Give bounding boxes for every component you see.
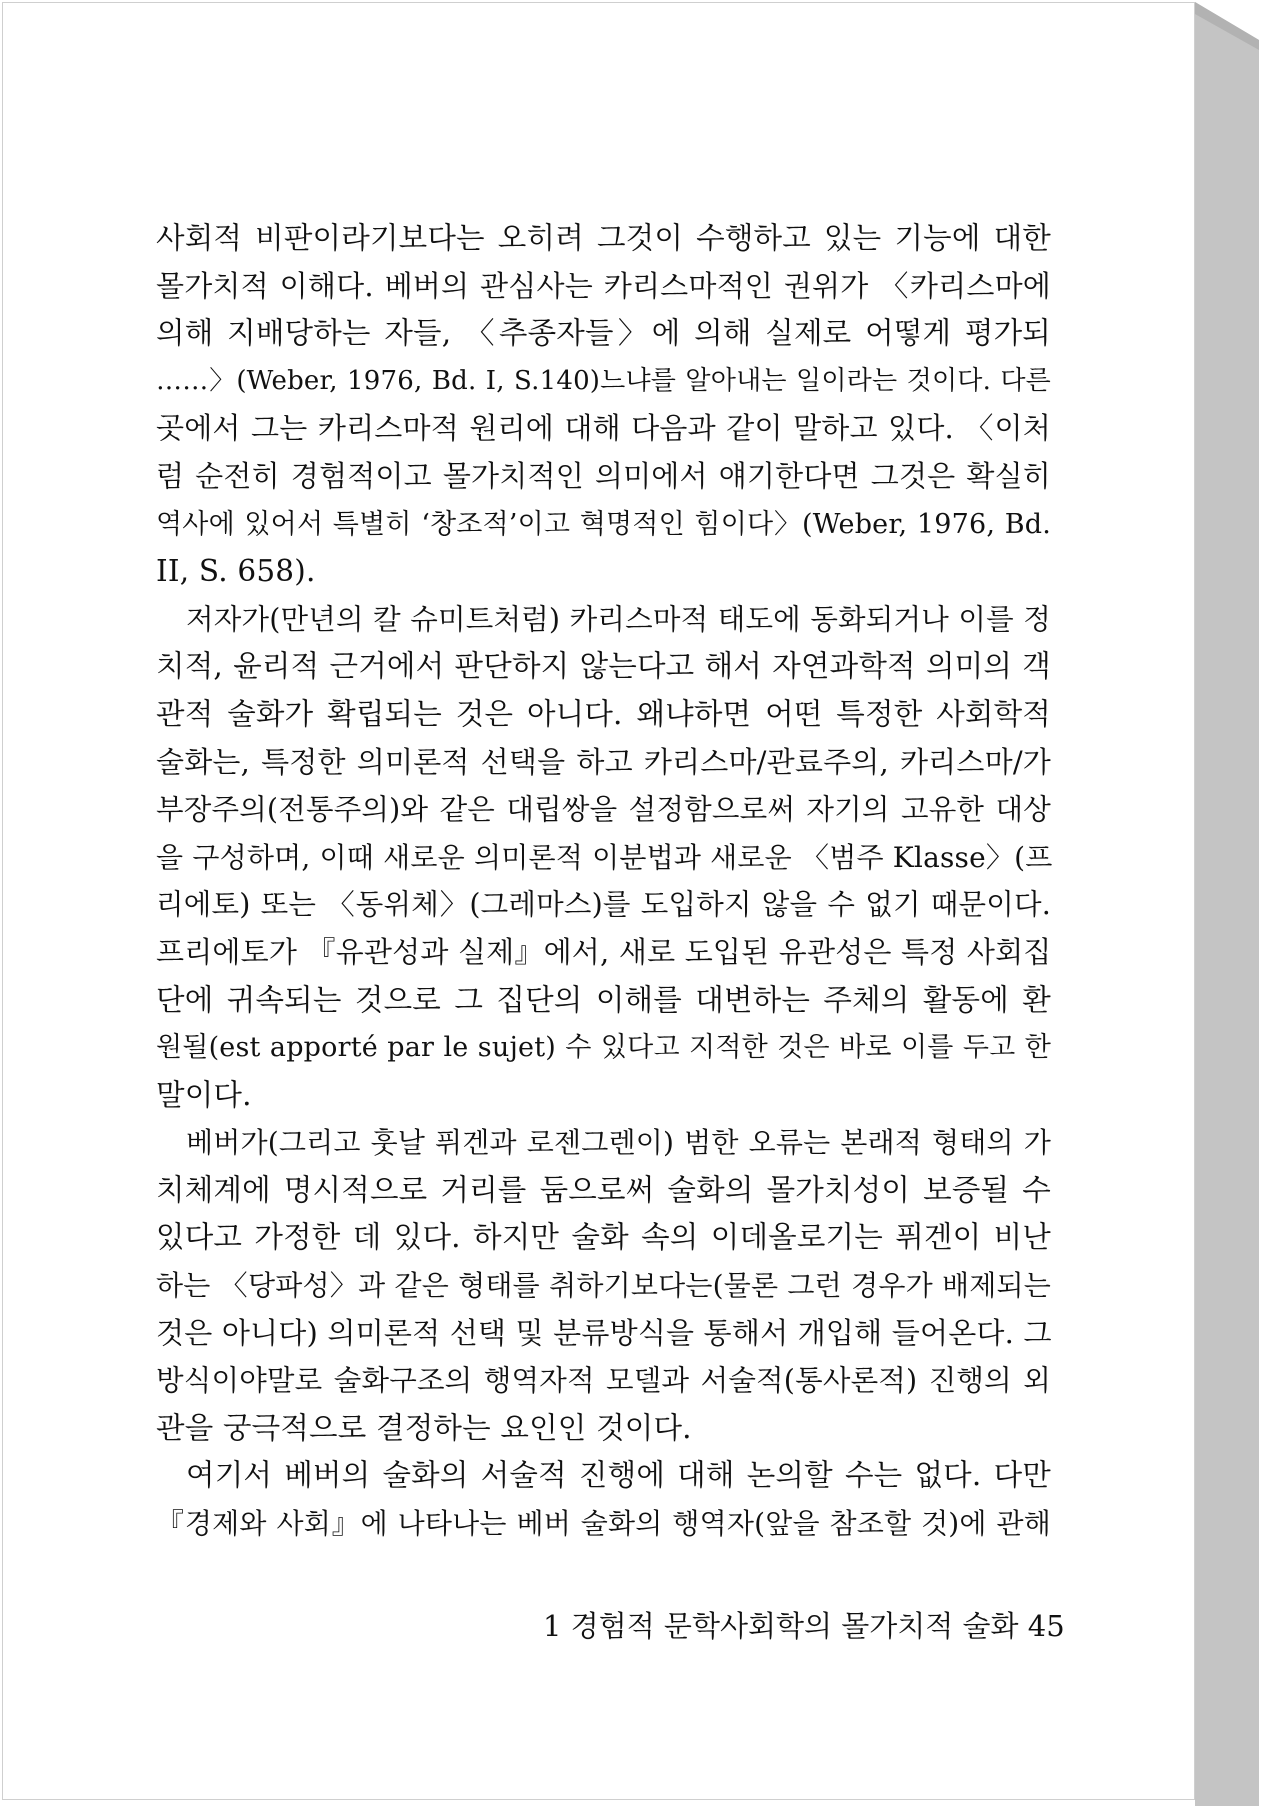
- text-line: 곳에서 그는 카리스마적 원리에 대해 다음과 같이 말하고 있다. 〈이처: [156, 411, 1051, 446]
- paragraph-1: [156, 215, 1051, 596]
- text-line: 프리에토가 『유관성과 실제』에서, 새로 도입된 유관성은 특정 사회집: [156, 934, 1052, 969]
- text-line: 의해 지배당하는 자들, 〈추종자들〉에 의해 실제로 어떻게 평가되: [156, 316, 1051, 351]
- text-line: 방식이야말로 술화구조의 행역자적 모델과 서술적(통사론적) 진행의 외: [156, 1364, 1051, 1398]
- book-page: [2, 2, 1195, 1800]
- text-line: II, S. 658).: [156, 554, 316, 589]
- text-line: 역사에 있어서 특별히 ‘창조적’이고 혁명적인 힘이다〉(Weber, 1976, Bd.: [156, 508, 1051, 540]
- text-line: 치체계에 명시적으로 거리를 둠으로써 술화의 몰가치성이 보증될 수: [156, 1172, 1051, 1207]
- paragraph-4: [156, 1452, 1051, 1547]
- text-line: 부장주의(전통주의)와 같은 대립쌍을 설정함으로써 자기의 고유한 대상: [156, 793, 1051, 827]
- text-line: 술화는, 특정한 의미론적 선택을 하고 카리스마/관료주의, 카리스마/가: [156, 744, 1051, 779]
- text-line: 관적 술화가 확립되는 것은 아니다. 왜냐하면 어떤 특정한 사회학적: [156, 696, 1051, 731]
- paragraph-2: [156, 596, 1051, 1120]
- text-line: 있다고 가정한 데 있다. 하지만 술화 속의 이데올로기는 퓌겐이 비난: [156, 1220, 1051, 1255]
- running-footer: 1 경험적 문학사회학의 몰가치적 술화 45: [543, 1609, 1065, 1643]
- text-line: 원될(est apporté par le sujet) 수 있다고 지적한 것은 바로 이를 두고 한: [156, 1032, 1051, 1064]
- text-line: 여기서 베버의 술화의 서술적 진행에 대해 논의할 수는 없다. 다만: [186, 1458, 1051, 1493]
- text-line: ……〉(Weber, 1976, Bd. I, S.140)느냐를 알아내는 일이라는 것이다. 다른: [156, 365, 1051, 396]
- text-line: 하는 〈당파성〉과 같은 형태를 취하기보다는(물론 그런 경우가 배제되는: [156, 1269, 1051, 1303]
- text-line: 『경제와 사회』에 나타나는 베버 술화의 행역자(앞을 참조할 것)에 관해: [156, 1507, 1051, 1541]
- body-text: [156, 215, 1051, 1548]
- text-line: 치적, 윤리적 근거에서 판단하지 않는다고 해서 자연과학적 의미의 객: [156, 649, 1051, 684]
- text-line: 관을 궁극적으로 결정하는 요인인 것이다.: [156, 1410, 692, 1445]
- text-line: 몰가치적 이해다. 베버의 관심사는 카리스마적인 권위가 〈카리스마에: [156, 268, 1051, 303]
- text-line: 저자가(만년의 칼 슈미트처럼) 카리스마적 태도에 동화되거나 이를 정: [186, 602, 1051, 636]
- text-line: 베버가(그리고 훗날 퓌겐과 로젠그렌이) 범한 오류는 본래적 형태의 가: [186, 1126, 1051, 1160]
- text-line: 것은 아니다) 의미론적 선택 및 분류방식을 통해서 개입해 들어온다. 그: [156, 1315, 1052, 1350]
- text-line: 사회적 비판이라기보다는 오히려 그것이 수행하고 있는 기능에 대한: [156, 221, 1051, 255]
- text-line: 단에 귀속되는 것으로 그 집단의 이해를 대변하는 주체의 활동에 환: [156, 982, 1051, 1017]
- text-line: 을 구성하며, 이때 새로운 의미론적 이분법과 새로운 〈범주 Klasse〉(프: [156, 840, 1053, 874]
- text-line: 말이다.: [156, 1077, 252, 1112]
- paragraph-3: [156, 1119, 1051, 1452]
- text-line: 럼 순전히 경험적이고 몰가치적인 의미에서 얘기한다면 그것은 확실히: [156, 458, 1051, 493]
- text-line: 리에토) 또는 〈동위체〉(그레마스)를 도입하지 않을 수 없기 때문이다.: [156, 888, 1051, 922]
